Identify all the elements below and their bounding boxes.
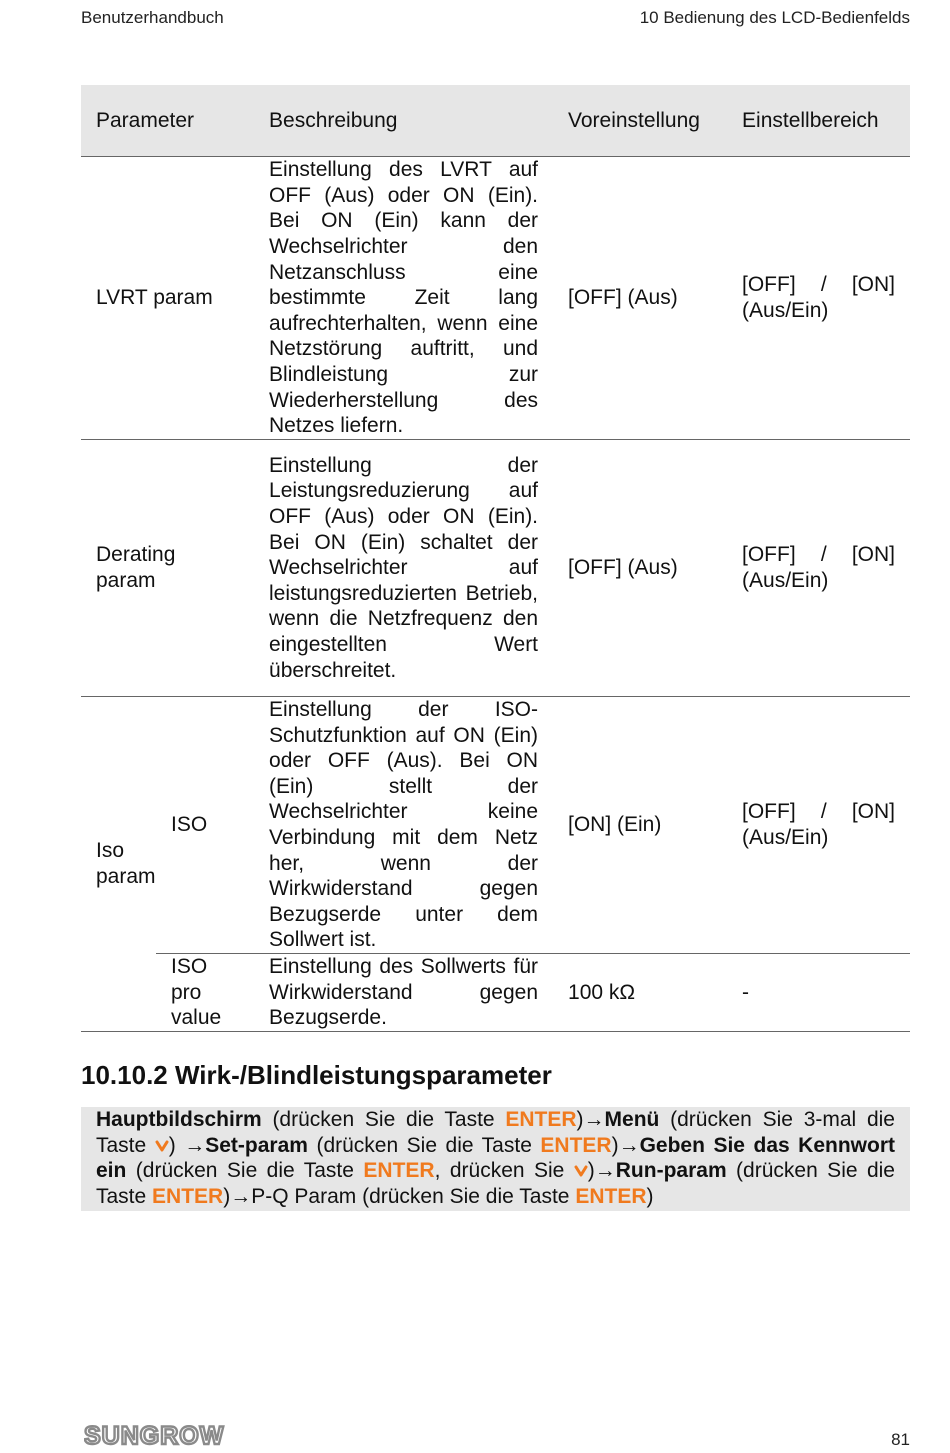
description-cell: Einstellung des Sollwerts für Wirkwiderstand gegen Bezugserde. <box>254 954 553 1032</box>
nav-menu: Menü <box>604 1108 660 1131</box>
range-cell: [OFF] / [ON] (Aus/Ein) <box>727 157 910 440</box>
range-cell: - <box>727 954 910 1032</box>
nav-text: )→ <box>587 1159 616 1183</box>
parameter-cell: LVRT param <box>81 157 254 440</box>
nav-text: ) <box>646 1184 654 1208</box>
parameter-cell: Iso param <box>81 697 156 1032</box>
down-key-icon <box>574 1164 588 1178</box>
table-row <box>81 440 910 697</box>
nav-text: (drücken Sie die Taste <box>261 1108 506 1131</box>
subparameter-cell: ISO pro value <box>156 954 254 1032</box>
nav-text: )→ <box>611 1133 640 1157</box>
parameter-cell: Derating param <box>81 440 254 697</box>
nav-text: , drücken Sie <box>434 1159 574 1183</box>
description-cell: Einstellung der ISO-Schutzfunktion auf ON (Ein) oder OFF (Aus). Bei ON (Ein) stellt der Wechselrichter keine Verbindung mit dem Netz her, wenn der Wirkwiderstand gegen Bezugserde unter dem Sollwert ist. <box>254 697 553 954</box>
enter-key-label: ENTER <box>152 1184 224 1208</box>
column-header-default: Voreinstellung <box>553 85 727 157</box>
nav-text: (drücken Sie die Taste <box>356 1184 576 1208</box>
nav-main-screen: Hauptbildschirm <box>96 1108 262 1131</box>
nav-text: (drücken Sie die Taste <box>96 1159 895 1208</box>
nav-pq-param: P-Q Param <box>251 1184 357 1208</box>
subparameter-cell: ISO <box>156 697 254 954</box>
running-header-left: Benutzerhandbuch <box>81 8 224 27</box>
range-cell: [OFF] / [ON] (Aus/Ein) <box>727 440 910 697</box>
menu-navigation-path <box>81 1107 910 1211</box>
description-cell: Einstellung der Leistungsreduzierung auf OFF (Aus) oder ON (Ein). Bei ON (Ein) schaltet der Wechselrichter auf leistungsreduzierten Betrieb, wenn die Netzfrequenz den eingestellten Wert überschreitet. <box>254 440 553 697</box>
section-heading: 10.10.2 Wirk-/Blindleistungsparameter <box>81 1060 552 1090</box>
nav-text: (drücken Sie die Taste <box>307 1133 541 1157</box>
default-cell: [OFF] (Aus) <box>553 157 727 440</box>
nav-enter-password: Geben Sie das Kennwort ein <box>96 1133 896 1183</box>
column-header-description: Beschreibung <box>254 85 553 157</box>
default-cell: 100 kΩ <box>553 954 727 1032</box>
enter-key-label: ENTER <box>575 1184 647 1208</box>
nav-text: (drücken Sie 3-mal die Taste <box>96 1108 895 1157</box>
table-row <box>81 954 910 1032</box>
nav-text: (drücken Sie die Taste <box>126 1159 364 1183</box>
description-cell: Einstellung des LVRT auf OFF (Aus) oder ON (Ein). Bei ON (Ein) kann der Wechselrichter den Netzanschluss eine bestimmte Zeit lang aufrechterhalten, wenn eine Netzstörung auftritt, und Blindleistung zur Wiederherstellung des Netzes liefern. <box>254 157 553 440</box>
nav-text: ) → <box>168 1133 206 1157</box>
column-header-parameter: Parameter <box>81 85 254 157</box>
down-key-icon <box>155 1139 169 1153</box>
parameter-table <box>81 85 910 1032</box>
table-header-row <box>81 85 910 157</box>
table-row <box>81 697 910 954</box>
nav-text: )→ <box>576 1108 605 1131</box>
enter-key-label: ENTER <box>363 1159 435 1183</box>
enter-key-label: ENTER <box>540 1133 612 1157</box>
page-number: 81 <box>891 1430 910 1449</box>
sungrow-logo <box>84 1422 276 1448</box>
logo-text: SUNGROW <box>84 1422 225 1448</box>
table-row <box>81 157 910 440</box>
range-cell: [OFF] / [ON] (Aus/Ein) <box>727 697 910 954</box>
running-header-right: 10 Bedienung des LCD-Bedienfelds <box>639 8 910 27</box>
nav-set-param: Set-param <box>205 1133 308 1157</box>
column-header-range: Einstellbereich <box>727 85 910 157</box>
nav-run-param: Run-param <box>615 1159 727 1183</box>
default-cell: [OFF] (Aus) <box>553 440 727 697</box>
enter-key-label: ENTER <box>505 1108 577 1131</box>
default-cell: [ON] (Ein) <box>553 697 727 954</box>
nav-text: )→ <box>223 1184 252 1208</box>
